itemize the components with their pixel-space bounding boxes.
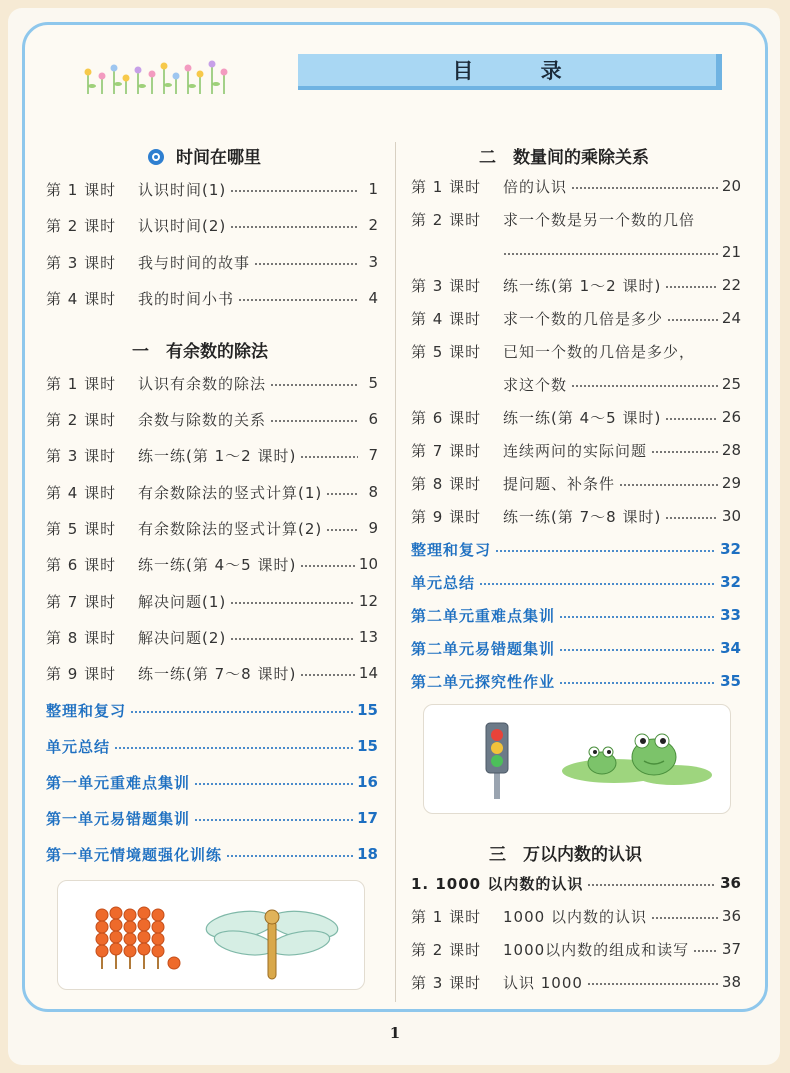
toc-review-entry[interactable]	[411, 571, 741, 593]
toc-review-entry[interactable]	[46, 735, 378, 757]
page-ref: 29	[721, 474, 741, 492]
page-ref: 12	[358, 592, 378, 610]
leader-dots	[651, 917, 718, 919]
toc-entry[interactable]	[46, 444, 378, 466]
leader-dots	[326, 493, 358, 495]
entry-title: 我的时间小书	[138, 289, 235, 308]
lesson-label: 第 3 课时	[411, 276, 482, 295]
page-ref: 32	[720, 540, 741, 558]
page-ref: 1	[368, 180, 378, 198]
frogs-icon	[562, 734, 712, 785]
toc-entry[interactable]	[411, 274, 741, 296]
entry-title: 1. 1000 以内数的认识	[411, 874, 584, 893]
leader-dots	[230, 638, 355, 640]
page-ref: 34	[720, 639, 741, 657]
entry-title: 第二单元探究性作业	[411, 672, 556, 691]
leader-dots	[130, 711, 353, 713]
page-ref: 30	[721, 507, 741, 525]
lesson-label: 第 6 课时	[411, 408, 482, 427]
leader-dots	[230, 226, 358, 228]
leader-dots	[665, 517, 718, 519]
entry-title: 认识时间(1)	[138, 180, 227, 199]
toc-entry[interactable]	[46, 481, 378, 503]
page-ref: 37	[721, 940, 741, 958]
toc-review-entry[interactable]	[46, 843, 378, 865]
toc-entry[interactable]	[411, 472, 741, 494]
candied-haws-icon	[96, 907, 180, 969]
toc-entry-continuation[interactable]	[503, 373, 741, 395]
leader-dots	[571, 385, 718, 387]
leader-dots	[326, 529, 358, 531]
page-ref: 36	[721, 907, 741, 925]
entry-title: 第一单元情境题强化训练	[46, 845, 223, 864]
toc-entry[interactable]	[411, 406, 741, 428]
leader-dots	[559, 616, 716, 618]
lesson-label: 第 6 课时	[46, 555, 117, 574]
lesson-label: 第 2 课时	[46, 410, 117, 429]
toc-review-entry[interactable]	[411, 538, 741, 560]
page-ref: 16	[357, 773, 378, 791]
entry-title: 连续两问的实际问题	[503, 441, 648, 460]
entry-title: 整理和复习	[411, 540, 492, 559]
illustration-box	[423, 704, 731, 814]
lesson-label: 第 5 课时	[411, 342, 482, 361]
leader-dots	[559, 649, 716, 651]
leader-dots	[665, 418, 718, 420]
toc-review-entry[interactable]	[46, 771, 378, 793]
lesson-label: 第 1 课时	[411, 177, 482, 196]
toc-entry[interactable]	[411, 208, 741, 230]
page-ref: 5	[368, 374, 378, 392]
leader-dots	[194, 819, 353, 821]
toc-entry[interactable]	[46, 287, 378, 309]
toc-entry[interactable]	[46, 626, 378, 648]
section-heading: 三 万以内数的认识	[489, 845, 642, 865]
page-ref: 15	[357, 737, 378, 755]
toc-entry[interactable]	[46, 251, 378, 273]
page-ref: 14	[358, 664, 378, 682]
section-heading: 二 数量间的乘除关系	[479, 148, 649, 168]
page-number: 1	[389, 1024, 401, 1042]
toc-entry[interactable]	[46, 408, 378, 430]
entry-title: 1000 以内数的认识	[503, 907, 647, 926]
entry-title: 第一单元易错题集训	[46, 809, 191, 828]
leader-dots	[300, 674, 355, 676]
page-ref: 20	[721, 177, 741, 195]
entry-title: 单元总结	[46, 737, 111, 756]
lesson-label: 第 2 课时	[411, 210, 482, 229]
entry-title: 练一练(第 1～2 课时)	[503, 276, 662, 295]
page-ref: 25	[721, 375, 741, 393]
page-ref: 33	[720, 606, 741, 624]
leader-dots	[571, 187, 718, 189]
toc-entry[interactable]	[46, 590, 378, 612]
leader-dots	[503, 253, 718, 255]
lesson-label: 第 3 课时	[411, 973, 482, 992]
toc-entry-continuation[interactable]	[503, 241, 741, 263]
page-ref: 9	[368, 519, 378, 537]
leader-dots	[270, 420, 358, 422]
lesson-label: 第 1 课时	[46, 374, 117, 393]
entry-title: 练一练(第 4～5 课时)	[138, 555, 297, 574]
toc-entry[interactable]	[411, 505, 741, 527]
entry-title: 第一单元重难点集训	[46, 773, 191, 792]
toc-entry[interactable]	[46, 178, 378, 200]
page-ref: 2	[368, 216, 378, 234]
page-ref: 35	[720, 672, 741, 690]
toc-entry[interactable]	[411, 439, 741, 461]
toc-review-entry[interactable]	[411, 604, 741, 626]
page-ref: 38	[721, 973, 741, 991]
toc-entry[interactable]	[46, 553, 378, 575]
leader-dots	[194, 783, 353, 785]
toc-entry[interactable]	[46, 517, 378, 539]
toc-review-entry[interactable]	[46, 699, 378, 721]
section-heading: 一 有余数的除法	[132, 342, 268, 362]
leader-dots	[667, 319, 718, 321]
leader-dots	[114, 747, 353, 749]
toc-entry[interactable]	[411, 971, 741, 993]
toc-review-entry[interactable]	[46, 807, 378, 829]
lesson-label: 第 7 课时	[46, 592, 117, 611]
page-ref: 22	[721, 276, 741, 294]
page-ref: 4	[368, 289, 378, 307]
entry-title: 倍的认识	[503, 177, 568, 196]
entry-title: 求一个数的几倍是多少	[503, 309, 664, 328]
page-ref: 3	[368, 253, 378, 271]
toc-entry[interactable]	[411, 175, 741, 197]
entry-title: 提问题、补条件	[503, 474, 616, 493]
entry-title: 认识有余数的除法	[138, 374, 267, 393]
lesson-label: 第 3 课时	[46, 253, 117, 272]
unit-circle-icon	[148, 149, 164, 165]
illustration-box	[57, 880, 365, 990]
lesson-label: 第 9 课时	[411, 507, 482, 526]
lesson-label: 第 4 课时	[46, 483, 117, 502]
entry-title: 第二单元易错题集训	[411, 639, 556, 658]
toc-review-entry[interactable]	[411, 637, 741, 659]
leader-dots	[495, 550, 716, 552]
toc-review-entry[interactable]	[411, 670, 741, 692]
toc-entry[interactable]	[46, 662, 378, 684]
entry-title: 认识 1000	[503, 973, 583, 992]
toc-entry[interactable]	[411, 905, 741, 927]
page-ref: 10	[358, 555, 378, 573]
lesson-label: 第 4 课时	[411, 309, 482, 328]
page-ref: 32	[720, 573, 741, 591]
entry-title: 有余数除法的竖式计算(1)	[138, 483, 323, 502]
toc-entry[interactable]	[411, 307, 741, 329]
lesson-label: 第 2 课时	[46, 216, 117, 235]
traffic-light-icon	[486, 723, 508, 799]
leader-dots	[619, 484, 718, 486]
page-ref: 18	[357, 845, 378, 863]
page-ref: 6	[368, 410, 378, 428]
toc-title: 目 录	[298, 54, 722, 90]
lesson-label: 第 1 课时	[411, 907, 482, 926]
entry-title: 求这个数	[503, 375, 568, 394]
page-ref: 8	[368, 483, 378, 501]
leader-dots	[587, 884, 716, 886]
leader-dots	[587, 983, 718, 985]
entry-title: 练一练(第 4～5 课时)	[503, 408, 662, 427]
entry-title: 单元总结	[411, 573, 476, 592]
entry-title: 求一个数是另一个数的几倍	[503, 210, 696, 229]
leader-dots	[651, 451, 718, 453]
entry-title: 解决问题(1)	[138, 592, 227, 611]
entry-title: 余数与除数的关系	[138, 410, 267, 429]
leader-dots	[559, 682, 716, 684]
lesson-label: 第 4 课时	[46, 289, 117, 308]
leader-dots	[230, 602, 355, 604]
entry-title: 第二单元重难点集训	[411, 606, 556, 625]
column-divider	[395, 142, 396, 1002]
entry-title: 有余数除法的竖式计算(2)	[138, 519, 323, 538]
lesson-label: 第 1 课时	[46, 180, 117, 199]
leader-dots	[254, 263, 358, 265]
page-ref: 24	[721, 309, 741, 327]
entry-title: 练一练(第 1～2 课时)	[138, 446, 297, 465]
lesson-label: 第 9 课时	[46, 664, 117, 683]
leader-dots	[230, 190, 358, 192]
entry-title: 解决问题(2)	[138, 628, 227, 647]
lesson-label: 第 8 课时	[46, 628, 117, 647]
lesson-label: 第 2 课时	[411, 940, 482, 959]
entry-title: 1000以内数的组成和读写	[503, 940, 690, 959]
page-ref: 26	[721, 408, 741, 426]
toc-subheading-entry[interactable]	[411, 872, 741, 894]
entry-title: 认识时间(2)	[138, 216, 227, 235]
lesson-label: 第 8 课时	[411, 474, 482, 493]
leader-dots	[479, 583, 716, 585]
lesson-label: 第 5 课时	[46, 519, 117, 538]
entry-title: 练一练(第 7～8 课时)	[503, 507, 662, 526]
entry-title: 整理和复习	[46, 701, 127, 720]
toc-entry[interactable]	[411, 938, 741, 960]
page-ref: 7	[368, 446, 378, 464]
page-ref: 36	[720, 874, 741, 892]
leader-dots	[238, 299, 358, 301]
entry-title: 练一练(第 7～8 课时)	[138, 664, 297, 683]
page-ref: 15	[357, 701, 378, 719]
entry-title: 我与时间的故事	[138, 253, 251, 272]
leader-dots	[226, 855, 353, 857]
page-ref: 21	[721, 243, 741, 261]
leader-dots	[270, 384, 358, 386]
toc-entry[interactable]	[46, 372, 378, 394]
flowers-icon	[80, 58, 235, 96]
lesson-label: 第 7 课时	[411, 441, 482, 460]
page-ref: 13	[358, 628, 378, 646]
leader-dots	[693, 950, 718, 952]
toc-entry[interactable]	[411, 340, 741, 362]
leader-dots	[300, 456, 358, 458]
dragonfly-icon	[205, 907, 340, 979]
section-heading: 时间在哪里	[148, 143, 261, 168]
toc-entry[interactable]	[46, 214, 378, 236]
page-ref: 17	[357, 809, 378, 827]
page-ref: 28	[721, 441, 741, 459]
leader-dots	[300, 565, 355, 567]
lesson-label: 第 3 课时	[46, 446, 117, 465]
entry-title: 已知一个数的几倍是多少，	[503, 342, 696, 361]
leader-dots	[665, 286, 718, 288]
